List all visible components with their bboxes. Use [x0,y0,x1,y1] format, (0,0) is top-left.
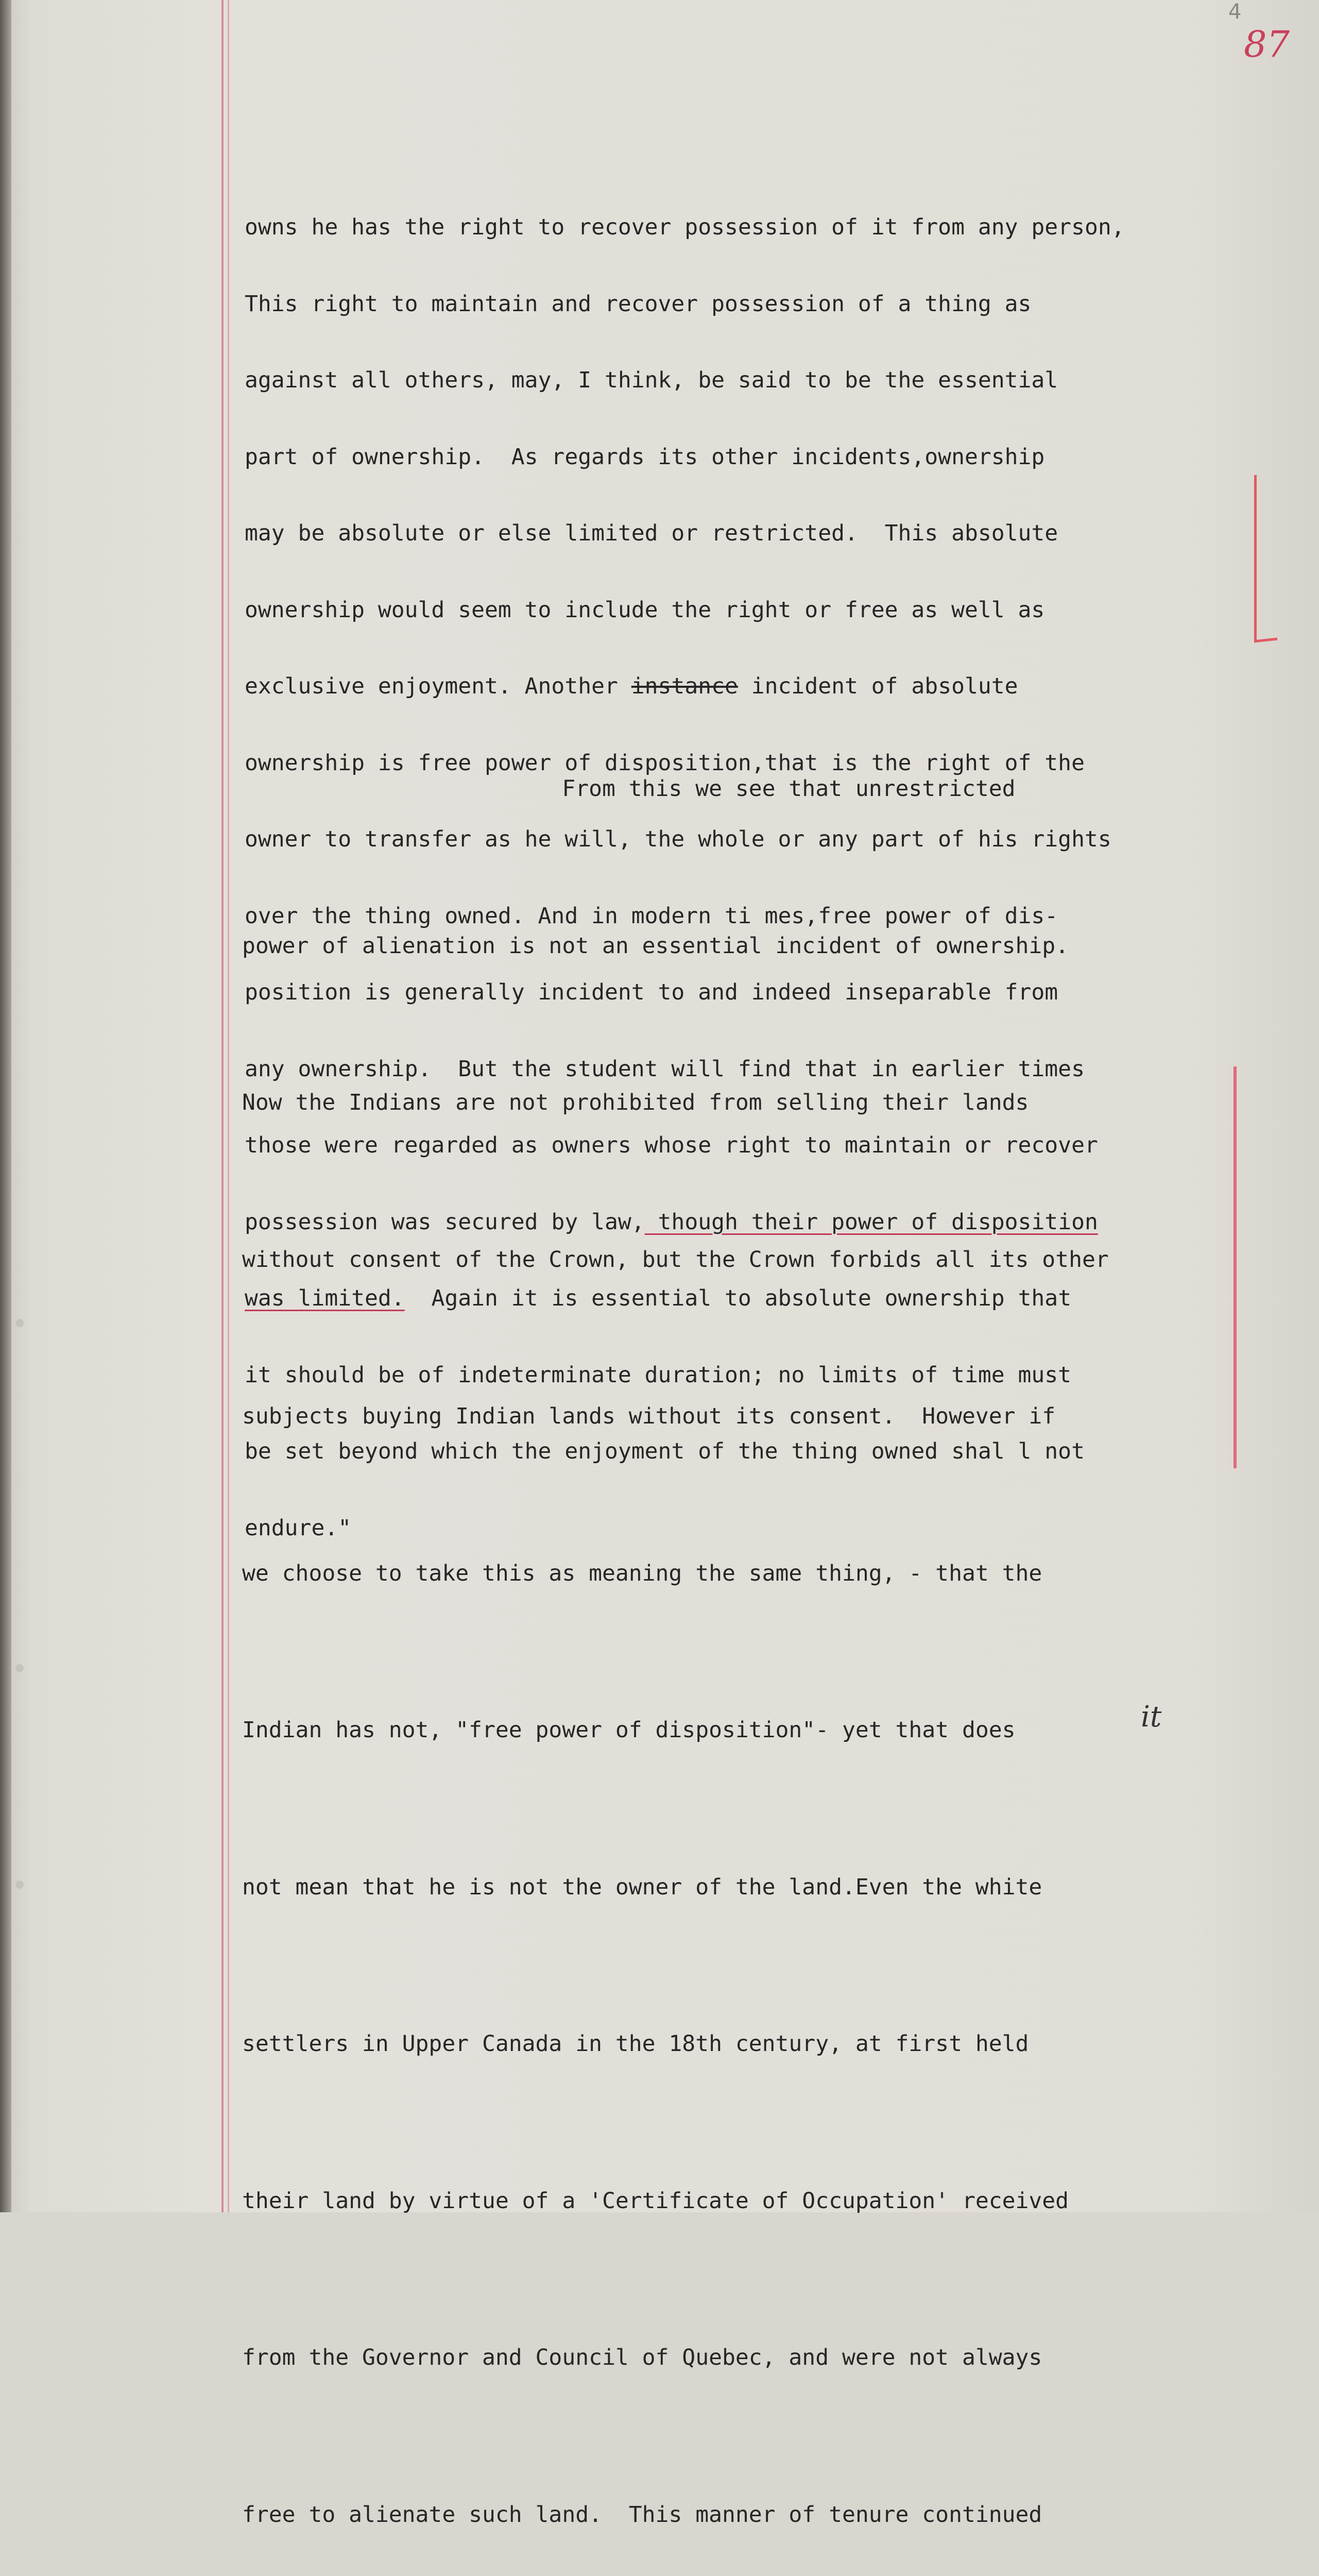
quote-line: ownership would seem to include the right or free as well as [245,597,1045,623]
quote-line-text: Again it is essential to absolute ownership that [404,1285,1072,1311]
quote-line-text: possession was secured by law, [245,1209,645,1235]
quote-line-text: exclusive enjoyment. Another [245,673,618,699]
quote-line: ownership is free power of disposition,that is the right of the [245,750,1085,776]
quote-line: owns he has the right to recover possession of it from any person, [245,214,1125,240]
red-margin-line [228,0,229,2212]
body-line: Now the Indians are not prohibited from selling their lands [242,1090,1029,1115]
red-margin-bar [1234,1066,1237,1468]
body-line: subjects buying Indian lands without its consent. However if [242,1403,1056,1429]
quote-line: part of ownership. As regards its other incidents,ownership [245,444,1045,470]
punch-hole [15,1880,24,1889]
struck-word: instance [631,673,738,699]
underlined-phrase: though their power of disposition [644,1209,1098,1235]
quote-line: This right to maintain and recover possession of a thing as [245,291,1032,317]
quote-line: over the thing owned. And in modern ti mes,free power of dis- [245,903,1058,929]
quote-line: any ownership. But the student will find that in earlier times [245,1056,1085,1082]
body-line: their land by virtue of a 'Certificate of Occupation' received [242,2188,1069,2214]
quote-line: it should be of indeterminate duration; no limits of time must [245,1362,1072,1388]
corner-mark: 4 [1228,0,1242,24]
binding-edge [0,0,11,2212]
red-margin-line [221,0,224,2212]
red-pencil-bracket [1254,473,1277,643]
quote-line: endure." [245,1515,352,1541]
underlined-phrase: was limited. [245,1285,405,1311]
body-line: not mean that he is not the owner of the land.Even the white [242,1874,1042,1900]
quote-line: position is generally incident to and indeed inseparable from [245,979,1058,1005]
handwritten-insertion: it [1141,1700,1162,1734]
quote-line: may be absolute or else limited or restricted. This absolute [245,520,1058,546]
body-line: without consent of the Crown, but the Crown forbids all its other [242,1246,1109,1273]
body-line: free to alienate such land. This manner of tenure continued [242,2501,1042,2528]
body-text [242,658,1109,2576]
body-line: we choose to take this as meaning the same thing, - that the [242,1560,1042,1586]
body-line: From this we see that unrestricted [242,776,1016,802]
quote-line: against all others, may, I think, be said to be the essential [245,367,1058,393]
quote-line: be set beyond which the enjoyment of the thing owned shal l not [245,1438,1085,1464]
quote-line: owner to transfer as he will, the whole or any part of his rights [245,826,1111,852]
body-line: settlers in Upper Canada in the 18th century, at first held [242,2031,1029,2057]
body-line: from the Governor and Council of Quebec, and were not always [242,2345,1042,2370]
body-line: Indian has not, "free power of disposition"- yet that does [242,1717,1016,1743]
quote-line-text: incident of absolute [738,673,1018,699]
quote-line: those were regarded as owners whose right to maintain or recover [245,1132,1098,1158]
punch-hole [15,1664,24,1672]
handwritten-page-number: 87 [1244,23,1290,65]
body-line: power of alienation is not an essential incident of ownership. [242,933,1069,959]
punch-hole [15,1319,24,1327]
